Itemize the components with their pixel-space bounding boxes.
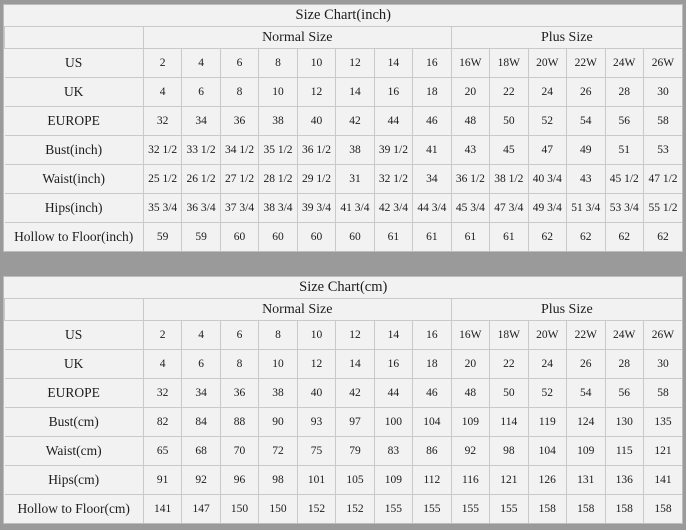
cell: 141 <box>643 466 682 495</box>
cell: 158 <box>643 495 682 524</box>
row-label-hips: Hips(inch) <box>5 194 144 223</box>
cell: 92 <box>451 437 489 466</box>
table-row <box>5 495 683 524</box>
cell: 33 1/2 <box>182 136 220 165</box>
cell: 97 <box>336 408 374 437</box>
cell: 14 <box>374 49 412 78</box>
cell: 24 <box>528 350 566 379</box>
cell: 61 <box>374 223 412 252</box>
cell: 104 <box>413 408 451 437</box>
cell: 98 <box>490 437 528 466</box>
cell: 30 <box>643 78 682 107</box>
cell: 32 <box>143 107 181 136</box>
cell: 86 <box>413 437 451 466</box>
cell: 14 <box>374 321 412 350</box>
cell: 41 3/4 <box>336 194 374 223</box>
cell: 28 <box>605 350 643 379</box>
cell: 12 <box>336 321 374 350</box>
cell: 155 <box>451 495 489 524</box>
cell: 126 <box>528 466 566 495</box>
cell: 26 <box>567 350 605 379</box>
cell: 155 <box>413 495 451 524</box>
cell: 83 <box>374 437 412 466</box>
cell: 152 <box>297 495 335 524</box>
cell: 53 <box>643 136 682 165</box>
cell: 26W <box>643 49 682 78</box>
cell: 32 1/2 <box>374 165 412 194</box>
cell: 61 <box>490 223 528 252</box>
cell: 124 <box>567 408 605 437</box>
cell: 109 <box>567 437 605 466</box>
size-chart-cm <box>3 276 683 524</box>
cell: 38 <box>259 107 297 136</box>
group-blank <box>5 299 144 321</box>
cell: 105 <box>336 466 374 495</box>
row-label-europe: EUROPE <box>5 379 144 408</box>
cell: 37 3/4 <box>220 194 258 223</box>
table-row <box>5 437 683 466</box>
cell: 119 <box>528 408 566 437</box>
cell: 58 <box>643 379 682 408</box>
cell: 26W <box>643 321 682 350</box>
cell: 101 <box>297 466 335 495</box>
cell: 18 <box>413 350 451 379</box>
chart-title: Size Chart(inch) <box>5 5 683 27</box>
group-normal-size: Normal Size <box>143 299 451 321</box>
group-plus-size: Plus Size <box>451 299 682 321</box>
cell: 93 <box>297 408 335 437</box>
cell: 136 <box>605 466 643 495</box>
chart-group-row <box>5 299 683 321</box>
cell: 60 <box>220 223 258 252</box>
cell: 62 <box>605 223 643 252</box>
cell: 30 <box>643 350 682 379</box>
cell: 16W <box>451 49 489 78</box>
cell: 18W <box>490 321 528 350</box>
cell: 35 1/2 <box>259 136 297 165</box>
cell: 135 <box>643 408 682 437</box>
cell: 61 <box>451 223 489 252</box>
cell: 50 <box>490 107 528 136</box>
cell: 8 <box>259 49 297 78</box>
group-normal-size: Normal Size <box>143 27 451 49</box>
cell: 45 1/2 <box>605 165 643 194</box>
table-row <box>5 107 683 136</box>
row-label-europe: EUROPE <box>5 107 144 136</box>
cell: 54 <box>567 107 605 136</box>
cell: 58 <box>643 107 682 136</box>
table-row <box>5 379 683 408</box>
cell: 36 1/2 <box>297 136 335 165</box>
table-row <box>5 321 683 350</box>
cell: 65 <box>143 437 181 466</box>
cell: 20 <box>451 78 489 107</box>
cell: 155 <box>374 495 412 524</box>
cell: 28 1/2 <box>259 165 297 194</box>
cell: 59 <box>182 223 220 252</box>
cell: 26 <box>567 78 605 107</box>
cell: 96 <box>220 466 258 495</box>
cell: 116 <box>451 466 489 495</box>
cell: 10 <box>297 321 335 350</box>
cell: 32 <box>143 379 181 408</box>
cell: 109 <box>374 466 412 495</box>
cell: 6 <box>182 78 220 107</box>
cell: 53 3/4 <box>605 194 643 223</box>
cell: 38 <box>259 379 297 408</box>
cell: 60 <box>336 223 374 252</box>
cell: 16 <box>374 78 412 107</box>
cell: 40 3/4 <box>528 165 566 194</box>
cell: 121 <box>490 466 528 495</box>
cell: 18W <box>490 49 528 78</box>
cell: 44 3/4 <box>413 194 451 223</box>
chart-title-row <box>5 277 683 299</box>
cell: 54 <box>567 379 605 408</box>
cell: 22 <box>490 350 528 379</box>
cell: 88 <box>220 408 258 437</box>
cell: 62 <box>528 223 566 252</box>
group-blank <box>5 27 144 49</box>
cell: 70 <box>220 437 258 466</box>
cell: 46 <box>413 107 451 136</box>
cell: 4 <box>182 49 220 78</box>
cell: 36 <box>220 107 258 136</box>
cell: 24W <box>605 49 643 78</box>
row-label-bust: Bust(inch) <box>5 136 144 165</box>
cell: 12 <box>336 49 374 78</box>
cell: 47 1/2 <box>643 165 682 194</box>
cell: 62 <box>643 223 682 252</box>
table-row <box>5 165 683 194</box>
cell: 109 <box>451 408 489 437</box>
cell: 35 3/4 <box>143 194 181 223</box>
cell: 47 <box>528 136 566 165</box>
cell: 20 <box>451 350 489 379</box>
cell: 29 1/2 <box>297 165 335 194</box>
row-label-uk: UK <box>5 78 144 107</box>
cell: 84 <box>182 408 220 437</box>
cell: 16 <box>413 321 451 350</box>
cell: 43 <box>567 165 605 194</box>
cell: 40 <box>297 107 335 136</box>
cell: 31 <box>336 165 374 194</box>
cell: 49 3/4 <box>528 194 566 223</box>
row-label-hollow-to-floor: Hollow to Floor(cm) <box>5 495 144 524</box>
cell: 2 <box>143 321 181 350</box>
cell: 10 <box>259 350 297 379</box>
cell: 16W <box>451 321 489 350</box>
cell: 59 <box>143 223 181 252</box>
cell: 150 <box>259 495 297 524</box>
cell: 121 <box>643 437 682 466</box>
row-label-waist: Waist(cm) <box>5 437 144 466</box>
cell: 10 <box>259 78 297 107</box>
cell: 20W <box>528 49 566 78</box>
cell: 98 <box>259 466 297 495</box>
cell: 79 <box>336 437 374 466</box>
cell: 115 <box>605 437 643 466</box>
cell: 158 <box>528 495 566 524</box>
cell: 62 <box>567 223 605 252</box>
cell: 43 <box>451 136 489 165</box>
cell: 42 <box>336 379 374 408</box>
cell: 8 <box>259 321 297 350</box>
cell: 72 <box>259 437 297 466</box>
cell: 46 <box>413 379 451 408</box>
cell: 40 <box>297 379 335 408</box>
cell: 24W <box>605 321 643 350</box>
cell: 38 1/2 <box>490 165 528 194</box>
chart-title: Size Chart(cm) <box>5 277 683 299</box>
cell: 100 <box>374 408 412 437</box>
cell: 48 <box>451 107 489 136</box>
row-label-hollow-to-floor: Hollow to Floor(inch) <box>5 223 144 252</box>
cell: 104 <box>528 437 566 466</box>
cell: 60 <box>259 223 297 252</box>
cell: 147 <box>182 495 220 524</box>
row-label-us: US <box>5 49 144 78</box>
row-label-bust: Bust(cm) <box>5 408 144 437</box>
table-row <box>5 223 683 252</box>
table-row <box>5 466 683 495</box>
size-chart-cm-table <box>4 277 682 523</box>
cell: 38 3/4 <box>259 194 297 223</box>
cell: 68 <box>182 437 220 466</box>
cell: 114 <box>490 408 528 437</box>
cell: 82 <box>143 408 181 437</box>
cell: 20W <box>528 321 566 350</box>
cell: 42 3/4 <box>374 194 412 223</box>
cell: 75 <box>297 437 335 466</box>
cell: 56 <box>605 107 643 136</box>
chart-group-row <box>5 27 683 49</box>
row-label-uk: UK <box>5 350 144 379</box>
cell: 22 <box>490 78 528 107</box>
table-row <box>5 78 683 107</box>
cell: 34 <box>182 107 220 136</box>
cell: 32 1/2 <box>143 136 181 165</box>
cell: 41 <box>413 136 451 165</box>
cell: 61 <box>413 223 451 252</box>
cell: 39 1/2 <box>374 136 412 165</box>
cell: 36 3/4 <box>182 194 220 223</box>
cell: 45 <box>490 136 528 165</box>
cell: 131 <box>567 466 605 495</box>
cell: 14 <box>336 350 374 379</box>
cell: 34 <box>413 165 451 194</box>
cell: 18 <box>413 78 451 107</box>
cell: 12 <box>297 78 335 107</box>
cell: 44 <box>374 107 412 136</box>
table-row <box>5 49 683 78</box>
cell: 39 3/4 <box>297 194 335 223</box>
cell: 42 <box>336 107 374 136</box>
cell: 47 3/4 <box>490 194 528 223</box>
cell: 22W <box>567 49 605 78</box>
cell: 16 <box>413 49 451 78</box>
cell: 8 <box>220 78 258 107</box>
cell: 51 <box>605 136 643 165</box>
cell: 6 <box>220 49 258 78</box>
cell: 12 <box>297 350 335 379</box>
chart-title-row <box>5 5 683 27</box>
cell: 152 <box>336 495 374 524</box>
cell: 51 3/4 <box>567 194 605 223</box>
cell: 45 3/4 <box>451 194 489 223</box>
cell: 38 <box>336 136 374 165</box>
group-plus-size: Plus Size <box>451 27 682 49</box>
cell: 26 1/2 <box>182 165 220 194</box>
cell: 150 <box>220 495 258 524</box>
cell: 90 <box>259 408 297 437</box>
cell: 14 <box>336 78 374 107</box>
cell: 22W <box>567 321 605 350</box>
cell: 55 1/2 <box>643 194 682 223</box>
cell: 130 <box>605 408 643 437</box>
cell: 27 1/2 <box>220 165 258 194</box>
table-row <box>5 408 683 437</box>
cell: 25 1/2 <box>143 165 181 194</box>
row-label-waist: Waist(inch) <box>5 165 144 194</box>
cell: 49 <box>567 136 605 165</box>
cell: 36 <box>220 379 258 408</box>
cell: 4 <box>182 321 220 350</box>
cell: 36 1/2 <box>451 165 489 194</box>
cell: 4 <box>143 78 181 107</box>
size-chart-inch-table <box>4 5 682 251</box>
cell: 52 <box>528 379 566 408</box>
cell: 52 <box>528 107 566 136</box>
row-label-hips: Hips(cm) <box>5 466 144 495</box>
table-row <box>5 194 683 223</box>
row-label-us: US <box>5 321 144 350</box>
cell: 6 <box>182 350 220 379</box>
cell: 10 <box>297 49 335 78</box>
cell: 8 <box>220 350 258 379</box>
table-row <box>5 350 683 379</box>
cell: 44 <box>374 379 412 408</box>
cell: 4 <box>143 350 181 379</box>
cell: 24 <box>528 78 566 107</box>
cell: 158 <box>605 495 643 524</box>
table-row <box>5 136 683 165</box>
size-chart-inch <box>3 4 683 252</box>
cell: 158 <box>567 495 605 524</box>
cell: 28 <box>605 78 643 107</box>
cell: 34 1/2 <box>220 136 258 165</box>
cell: 112 <box>413 466 451 495</box>
cell: 6 <box>220 321 258 350</box>
cell: 141 <box>143 495 181 524</box>
cell: 2 <box>143 49 181 78</box>
cell: 92 <box>182 466 220 495</box>
cell: 34 <box>182 379 220 408</box>
cell: 155 <box>490 495 528 524</box>
cell: 60 <box>297 223 335 252</box>
cell: 16 <box>374 350 412 379</box>
cell: 50 <box>490 379 528 408</box>
cell: 91 <box>143 466 181 495</box>
cell: 48 <box>451 379 489 408</box>
cell: 56 <box>605 379 643 408</box>
